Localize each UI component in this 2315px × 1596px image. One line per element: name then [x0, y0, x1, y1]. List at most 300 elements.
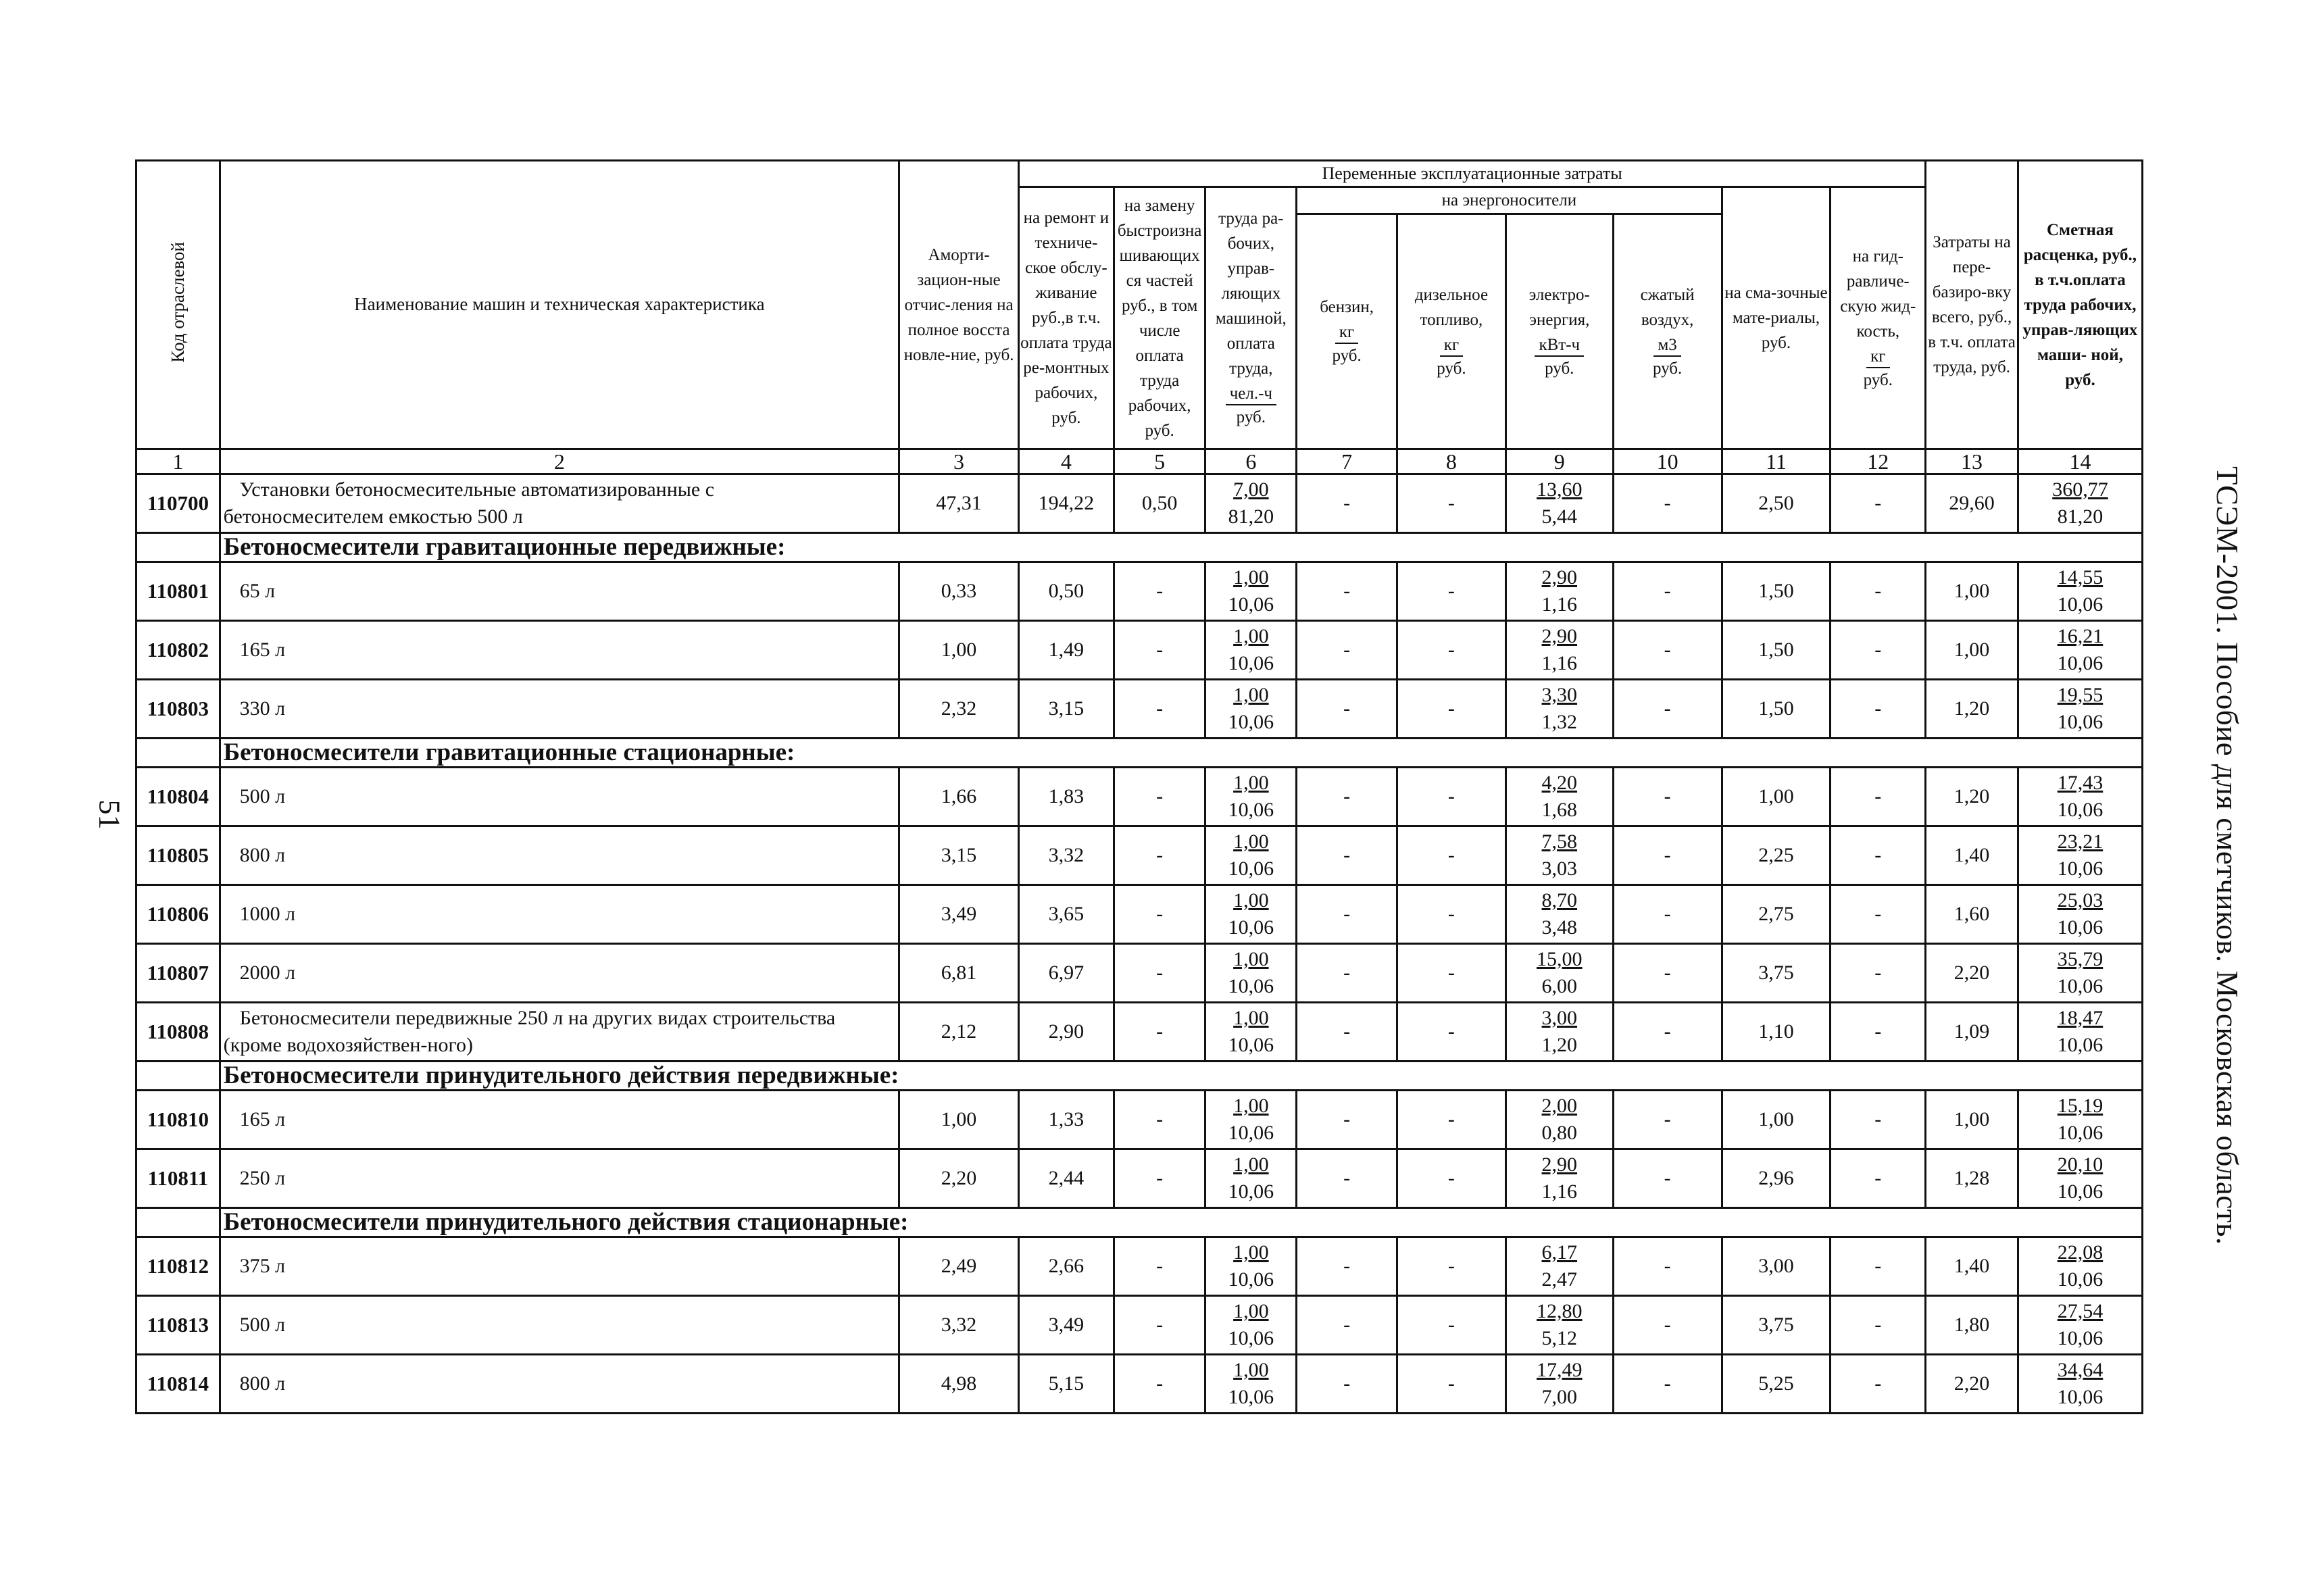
rate-value-top: 16,21 — [2057, 625, 2104, 647]
labor-value-bottom: 10,06 — [1228, 652, 1274, 674]
electricity-value-bottom: 5,44 — [1541, 505, 1578, 528]
rate-value — [2018, 1355, 2142, 1414]
hydraulic-value: - — [1831, 1296, 1926, 1355]
document-side-title: ТСЭМ-2001. Пособие для сметчиков. Московская область. — [2210, 466, 2244, 1245]
rate-value-bottom: 10,06 — [2057, 1180, 2104, 1203]
lubricants-value: 5,25 — [1722, 1355, 1831, 1414]
header-energy: на энергоносители — [1297, 187, 1722, 214]
relocation-value: 2,20 — [1926, 1355, 2018, 1414]
electricity-value — [1505, 1149, 1613, 1208]
electricity-value — [1505, 1296, 1613, 1355]
petrol-value: - — [1297, 885, 1397, 944]
electricity-value-bottom: 6,00 — [1541, 975, 1578, 997]
lubricants-value: 3,75 — [1722, 1296, 1831, 1355]
diesel-value: - — [1397, 1149, 1506, 1208]
header-lubricants: на сма-зочные мате-риалы, руб. — [1722, 187, 1831, 449]
hydraulic-value: - — [1831, 1003, 1926, 1062]
rate-value — [2018, 1003, 2142, 1062]
lubricants-value: 1,00 — [1722, 768, 1831, 826]
repair-value: 3,32 — [1019, 826, 1114, 885]
relocation-value: 1,20 — [1926, 768, 2018, 826]
hydraulic-value: - — [1831, 1355, 1926, 1414]
petrol-value: - — [1297, 944, 1397, 1003]
lubricants-value: 1,50 — [1722, 562, 1831, 621]
machine-code: 110806 — [136, 885, 220, 944]
machine-code: 110812 — [136, 1237, 220, 1296]
rate-value-bottom: 10,06 — [2057, 1268, 2104, 1291]
diesel-value: - — [1397, 1296, 1506, 1355]
amortization-value: 1,00 — [899, 621, 1019, 680]
rate-value-bottom: 10,06 — [2057, 975, 2104, 997]
rate-value-top: 27,54 — [2057, 1300, 2104, 1322]
machine-code: 110813 — [136, 1296, 220, 1355]
column-number: 7 — [1297, 449, 1397, 474]
labor-value-top: 1,00 — [1233, 1095, 1269, 1117]
labor-value — [1205, 1149, 1297, 1208]
rate-value-top: 22,08 — [2057, 1241, 2104, 1264]
table-row — [136, 826, 2143, 885]
hydraulic-value: - — [1831, 1237, 1926, 1296]
hydraulic-value: - — [1831, 1149, 1926, 1208]
machine-name: 1000 л — [220, 885, 899, 944]
rate-value-bottom: 10,06 — [2057, 652, 2104, 674]
table-row — [136, 768, 2143, 826]
column-number: 6 — [1205, 449, 1297, 474]
column-number: 10 — [1613, 449, 1722, 474]
labor-value-bottom: 10,06 — [1228, 1180, 1274, 1203]
compressed-air-value: - — [1613, 1237, 1722, 1296]
repair-value: 6,97 — [1019, 944, 1114, 1003]
repair-value: 2,66 — [1019, 1237, 1114, 1296]
header-electricity: электро-энергия, кВт-ч руб. — [1505, 214, 1613, 449]
hydraulic-value: - — [1831, 474, 1926, 533]
rate-value-top: 35,79 — [2057, 948, 2104, 970]
electricity-value-bottom: 1,32 — [1541, 711, 1578, 733]
parts-value: - — [1114, 562, 1205, 621]
electricity-value-bottom: 5,12 — [1541, 1327, 1578, 1349]
petrol-value: - — [1297, 474, 1397, 533]
machine-code: 110811 — [136, 1149, 220, 1208]
rate-value-bottom: 10,06 — [2057, 799, 2104, 821]
rate-value-bottom: 10,06 — [2057, 1034, 2104, 1056]
machine-code: 110808 — [136, 1003, 220, 1062]
electricity-value — [1505, 474, 1613, 533]
rate-value-top: 17,43 — [2057, 772, 2104, 794]
petrol-value: - — [1297, 1355, 1397, 1414]
page-number: 51 — [93, 799, 126, 830]
labor-value — [1205, 768, 1297, 826]
rate-value — [2018, 680, 2142, 739]
diesel-value: - — [1397, 768, 1506, 826]
petrol-value: - — [1297, 680, 1397, 739]
labor-value-bottom: 10,06 — [1228, 711, 1274, 733]
machine-code: 110805 — [136, 826, 220, 885]
electricity-value-top: 3,30 — [1541, 684, 1578, 706]
machine-name: 800 л — [220, 826, 899, 885]
column-number: 9 — [1505, 449, 1613, 474]
compressed-air-value: - — [1613, 1296, 1722, 1355]
electricity-value-bottom: 3,03 — [1541, 857, 1578, 880]
compressed-air-value: - — [1613, 826, 1722, 885]
amortization-value: 6,81 — [899, 944, 1019, 1003]
electricity-value — [1505, 885, 1613, 944]
labor-value — [1205, 1296, 1297, 1355]
compressed-air-value: - — [1613, 944, 1722, 1003]
petrol-value: - — [1297, 1149, 1397, 1208]
parts-value: 0,50 — [1114, 474, 1205, 533]
lubricants-value: 1,50 — [1722, 621, 1831, 680]
rate-value-top: 34,64 — [2057, 1359, 2104, 1381]
table-row — [136, 1003, 2143, 1062]
rate-value-top: 20,10 — [2057, 1153, 2104, 1176]
machine-name: 375 л — [220, 1237, 899, 1296]
column-number: 14 — [2018, 449, 2142, 474]
electricity-value-top: 17,49 — [1537, 1359, 1583, 1381]
column-number: 13 — [1926, 449, 2018, 474]
diesel-value: - — [1397, 562, 1506, 621]
header-petrol: бензин, кг руб. — [1297, 214, 1397, 449]
header-relocation: Затраты на пере-базиро-вку всего, руб., в т.ч. оплата труда, руб. — [1926, 161, 2018, 449]
amortization-value: 3,49 — [899, 885, 1019, 944]
amortization-value: 2,20 — [899, 1149, 1019, 1208]
repair-value: 194,22 — [1019, 474, 1114, 533]
hydraulic-value: - — [1831, 621, 1926, 680]
rate-value-top: 15,19 — [2057, 1095, 2104, 1117]
labor-value-bottom: 81,20 — [1228, 505, 1274, 528]
header-repair: на ремонт и техниче-ское обслу-живание руб.,в т.ч. оплата труда ре-монтных рабочих, руб. — [1019, 187, 1114, 449]
labor-value-top: 7,00 — [1233, 478, 1269, 501]
electricity-value-top: 2,90 — [1541, 566, 1578, 589]
machine-name: 330 л — [220, 680, 899, 739]
repair-value: 1,49 — [1019, 621, 1114, 680]
rate-value-top: 19,55 — [2057, 684, 2104, 706]
header-labor: труда ра-бочих, управ-ляющих машиной, оплата труда, чел.-ч руб. — [1205, 187, 1297, 449]
petrol-value: - — [1297, 1296, 1397, 1355]
labor-value-top: 1,00 — [1233, 1241, 1269, 1264]
parts-value: - — [1114, 944, 1205, 1003]
compressed-air-value: - — [1613, 621, 1722, 680]
electricity-value — [1505, 562, 1613, 621]
labor-value — [1205, 474, 1297, 533]
table-row — [136, 1355, 2143, 1414]
machine-name: 2000 л — [220, 944, 899, 1003]
electricity-value — [1505, 680, 1613, 739]
diesel-value: - — [1397, 474, 1506, 533]
relocation-value: 1,40 — [1926, 826, 2018, 885]
rate-value-bottom: 10,06 — [2057, 1386, 2104, 1408]
electricity-value — [1505, 768, 1613, 826]
rate-value-bottom: 10,06 — [2057, 916, 2104, 939]
electricity-value-bottom: 1,16 — [1541, 593, 1578, 616]
compressed-air-value: - — [1613, 562, 1722, 621]
parts-value: - — [1114, 885, 1205, 944]
rate-value-bottom: 81,20 — [2057, 505, 2104, 528]
rate-value-bottom: 10,06 — [2057, 593, 2104, 616]
labor-value-bottom: 10,06 — [1228, 857, 1274, 880]
machine-code: 110803 — [136, 680, 220, 739]
compressed-air-value: - — [1613, 1355, 1722, 1414]
labor-value — [1205, 680, 1297, 739]
amortization-value: 3,32 — [899, 1296, 1019, 1355]
header-variable-costs: Переменные эксплуатационные затраты — [1019, 161, 1926, 187]
parts-value: - — [1114, 621, 1205, 680]
rate-value — [2018, 885, 2142, 944]
machine-rates-table — [135, 159, 2143, 1414]
rate-value — [2018, 562, 2142, 621]
electricity-value — [1505, 1091, 1613, 1149]
diesel-value: - — [1397, 1237, 1506, 1296]
machine-name-line1: Бетоносмесители передвижные 250 л на других видах строительства — [239, 1007, 836, 1029]
labor-value-top: 1,00 — [1233, 948, 1269, 970]
diesel-value: - — [1397, 944, 1506, 1003]
electricity-value-top: 3,00 — [1541, 1007, 1578, 1029]
electricity-value-top: 2,90 — [1541, 625, 1578, 647]
repair-value: 3,15 — [1019, 680, 1114, 739]
column-number: 4 — [1019, 449, 1114, 474]
relocation-value: 1,09 — [1926, 1003, 2018, 1062]
rate-value-bottom: 10,06 — [2057, 1327, 2104, 1349]
amortization-value: 4,98 — [899, 1355, 1019, 1414]
petrol-value: - — [1297, 1237, 1397, 1296]
group-code-cell — [136, 1062, 220, 1091]
header-rate: Сметная расценка, руб., в т.ч.оплата труда рабочих, управ-ляющих маши- ной, руб. — [2018, 161, 2142, 449]
table-row — [136, 474, 2143, 533]
group-title: Бетоносмесители принудительного действия стационарные: — [220, 1208, 2142, 1237]
rate-value — [2018, 1149, 2142, 1208]
electricity-value — [1505, 1003, 1613, 1062]
machine-name: 165 л — [220, 1091, 899, 1149]
table-row — [136, 621, 2143, 680]
lubricants-value: 1,00 — [1722, 1091, 1831, 1149]
parts-value: - — [1114, 768, 1205, 826]
amortization-value: 2,32 — [899, 680, 1019, 739]
petrol-value: - — [1297, 621, 1397, 680]
labor-value — [1205, 1091, 1297, 1149]
rate-value-bottom: 10,06 — [2057, 857, 2104, 880]
electricity-value — [1505, 944, 1613, 1003]
rate-value-top: 23,21 — [2057, 830, 2104, 853]
labor-value-bottom: 10,06 — [1228, 916, 1274, 939]
relocation-value: 1,20 — [1926, 680, 2018, 739]
repair-value: 3,65 — [1019, 885, 1114, 944]
table-row — [136, 680, 2143, 739]
compressed-air-value: - — [1613, 680, 1722, 739]
labor-value — [1205, 562, 1297, 621]
column-number: 11 — [1722, 449, 1831, 474]
parts-value: - — [1114, 1149, 1205, 1208]
hydraulic-value: - — [1831, 885, 1926, 944]
labor-value-bottom: 10,06 — [1228, 799, 1274, 821]
labor-value-top: 1,00 — [1233, 1153, 1269, 1176]
column-number: 1 — [136, 449, 220, 474]
rate-value — [2018, 1296, 2142, 1355]
parts-value: - — [1114, 1003, 1205, 1062]
amortization-value: 1,00 — [899, 1091, 1019, 1149]
rate-value-bottom: 10,06 — [2057, 711, 2104, 733]
rate-value — [2018, 826, 2142, 885]
diesel-value: - — [1397, 885, 1506, 944]
header-diesel: дизельное топливо, кг руб. — [1397, 214, 1506, 449]
machine-name: 500 л — [220, 768, 899, 826]
relocation-value: 1,00 — [1926, 1091, 2018, 1149]
lubricants-value: 2,50 — [1722, 474, 1831, 533]
group-title: Бетоносмесители гравитационные передвижные: — [220, 533, 2142, 562]
table-row — [136, 944, 2143, 1003]
compressed-air-value: - — [1613, 885, 1722, 944]
amortization-value: 2,49 — [899, 1237, 1019, 1296]
machine-name: 250 л — [220, 1149, 899, 1208]
compressed-air-value: - — [1613, 1149, 1722, 1208]
electricity-value-top: 2,00 — [1541, 1095, 1578, 1117]
hydraulic-value: - — [1831, 768, 1926, 826]
machine-code: 110700 — [136, 474, 220, 533]
labor-value-top: 1,00 — [1233, 684, 1269, 706]
diesel-value: - — [1397, 680, 1506, 739]
parts-value: - — [1114, 1355, 1205, 1414]
group-heading-row — [136, 533, 2143, 562]
hydraulic-value: - — [1831, 826, 1926, 885]
labor-value — [1205, 1355, 1297, 1414]
parts-value: - — [1114, 680, 1205, 739]
labor-value-top: 1,00 — [1233, 625, 1269, 647]
electricity-value-bottom: 1,20 — [1541, 1034, 1578, 1056]
group-code-cell — [136, 533, 220, 562]
machine-code: 110814 — [136, 1355, 220, 1414]
labor-value — [1205, 621, 1297, 680]
electricity-value-top: 12,80 — [1537, 1300, 1583, 1322]
electricity-value-bottom: 0,80 — [1541, 1122, 1578, 1144]
lubricants-value: 2,96 — [1722, 1149, 1831, 1208]
labor-value — [1205, 826, 1297, 885]
electricity-value-top: 15,00 — [1537, 948, 1583, 970]
electricity-value-top: 6,17 — [1541, 1241, 1578, 1264]
electricity-value — [1505, 621, 1613, 680]
petrol-value: - — [1297, 768, 1397, 826]
labor-value-top: 1,00 — [1233, 1300, 1269, 1322]
amortization-value: 1,66 — [899, 768, 1019, 826]
electricity-value-top: 2,90 — [1541, 1153, 1578, 1176]
rate-value — [2018, 474, 2142, 533]
repair-value: 2,90 — [1019, 1003, 1114, 1062]
diesel-value: - — [1397, 1091, 1506, 1149]
hydraulic-value: - — [1831, 1091, 1926, 1149]
diesel-value: - — [1397, 1355, 1506, 1414]
electricity-value-bottom: 7,00 — [1541, 1386, 1578, 1408]
parts-value: - — [1114, 1237, 1205, 1296]
diesel-value: - — [1397, 1003, 1506, 1062]
machine-code: 110810 — [136, 1091, 220, 1149]
header-amortization: Аморти-зацион-ные отчис-ления на полное восста новле-ние, руб. — [899, 161, 1019, 449]
amortization-value: 2,12 — [899, 1003, 1019, 1062]
machine-name — [220, 1003, 899, 1062]
relocation-value: 1,80 — [1926, 1296, 2018, 1355]
machine-code: 110802 — [136, 621, 220, 680]
electricity-value — [1505, 826, 1613, 885]
labor-value — [1205, 1003, 1297, 1062]
machine-name: 65 л — [220, 562, 899, 621]
header-code: Код отраслевой — [136, 161, 220, 449]
diesel-value: - — [1397, 621, 1506, 680]
hydraulic-value: - — [1831, 562, 1926, 621]
repair-value: 3,49 — [1019, 1296, 1114, 1355]
electricity-value-top: 13,60 — [1537, 478, 1583, 501]
electricity-value — [1505, 1355, 1613, 1414]
rate-value — [2018, 768, 2142, 826]
compressed-air-value: - — [1613, 768, 1722, 826]
machine-name — [220, 474, 899, 533]
repair-value: 1,83 — [1019, 768, 1114, 826]
amortization-value: 0,33 — [899, 562, 1019, 621]
machine-code: 110801 — [136, 562, 220, 621]
lubricants-value: 2,25 — [1722, 826, 1831, 885]
hydraulic-value: - — [1831, 680, 1926, 739]
electricity-value-bottom: 2,47 — [1541, 1268, 1578, 1291]
labor-value-top: 1,00 — [1233, 772, 1269, 794]
column-number: 2 — [220, 449, 899, 474]
lubricants-value: 1,50 — [1722, 680, 1831, 739]
diesel-value: - — [1397, 826, 1506, 885]
table-row — [136, 1296, 2143, 1355]
machine-name-line2: бетоносмесителем емкостью 500 л — [223, 505, 523, 528]
compressed-air-value: - — [1613, 1003, 1722, 1062]
relocation-value: 1,40 — [1926, 1237, 2018, 1296]
group-code-cell — [136, 739, 220, 768]
group-title: Бетоносмесители принудительного действия передвижные: — [220, 1062, 2142, 1091]
lubricants-value: 2,75 — [1722, 885, 1831, 944]
labor-value-top: 1,00 — [1233, 1359, 1269, 1381]
repair-value: 2,44 — [1019, 1149, 1114, 1208]
labor-value-bottom: 10,06 — [1228, 1122, 1274, 1144]
group-heading-row — [136, 1062, 2143, 1091]
column-number: 12 — [1831, 449, 1926, 474]
rate-value — [2018, 1091, 2142, 1149]
machine-code: 110804 — [136, 768, 220, 826]
repair-value: 0,50 — [1019, 562, 1114, 621]
electricity-value-bottom: 1,16 — [1541, 652, 1578, 674]
rate-value-top: 14,55 — [2057, 566, 2104, 589]
machine-code: 110807 — [136, 944, 220, 1003]
parts-value: - — [1114, 1296, 1205, 1355]
labor-value-bottom: 10,06 — [1228, 1268, 1274, 1291]
petrol-value: - — [1297, 1091, 1397, 1149]
electricity-value-bottom: 3,48 — [1541, 916, 1578, 939]
labor-value-bottom: 10,06 — [1228, 593, 1274, 616]
machine-name: 500 л — [220, 1296, 899, 1355]
relocation-value: 1,60 — [1926, 885, 2018, 944]
header-name: Наименование машин и техническая характеристика — [220, 161, 899, 449]
group-heading-row — [136, 1208, 2143, 1237]
lubricants-value: 3,75 — [1722, 944, 1831, 1003]
labor-value — [1205, 1237, 1297, 1296]
amortization-value: 3,15 — [899, 826, 1019, 885]
lubricants-value: 1,10 — [1722, 1003, 1831, 1062]
rate-value-top: 360,77 — [2052, 478, 2108, 501]
labor-value-bottom: 10,06 — [1228, 975, 1274, 997]
group-heading-row — [136, 739, 2143, 768]
group-title: Бетоносмесители гравитационные стационарные: — [220, 739, 2142, 768]
relocation-value: 1,00 — [1926, 562, 2018, 621]
labor-value — [1205, 944, 1297, 1003]
parts-value: - — [1114, 826, 1205, 885]
machine-name-line1: Установки бетоносмесительные автоматизированные с — [239, 478, 715, 501]
column-number: 3 — [899, 449, 1019, 474]
labor-value-bottom: 10,06 — [1228, 1327, 1274, 1349]
electricity-value-top: 4,20 — [1541, 772, 1578, 794]
relocation-value: 1,00 — [1926, 621, 2018, 680]
header-hydraulic: на гид-равличе-скую жид-кость, кг руб. — [1831, 187, 1926, 449]
labor-value-bottom: 10,06 — [1228, 1386, 1274, 1408]
table-row — [136, 1091, 2143, 1149]
